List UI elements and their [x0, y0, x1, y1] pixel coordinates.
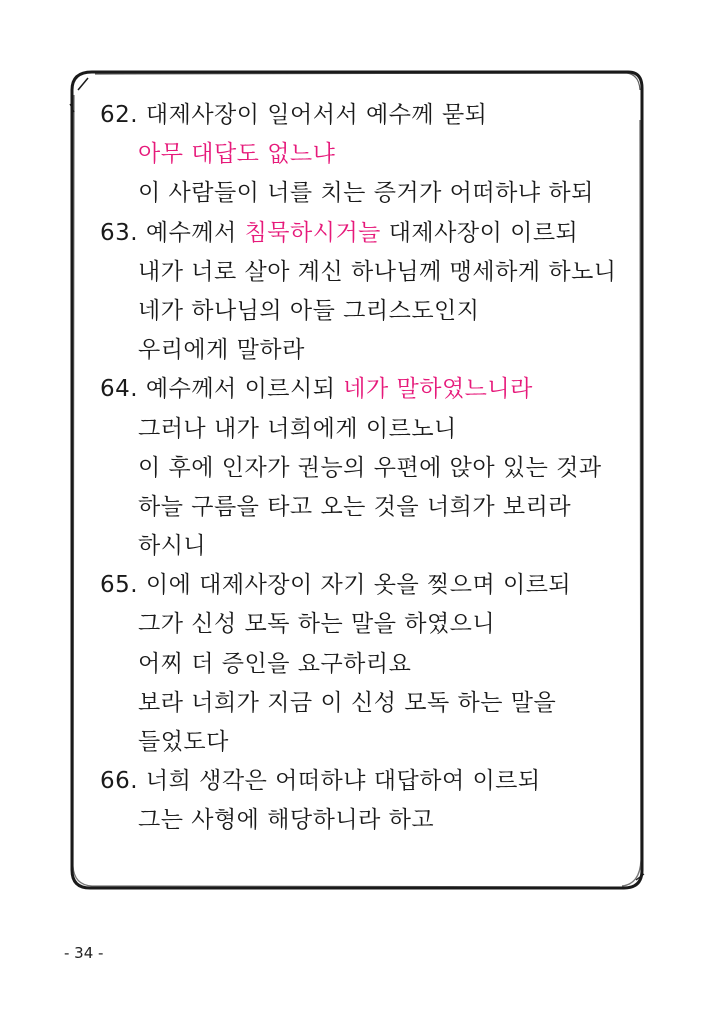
verse-start-line	[100, 96, 640, 135]
verse-text: 이 사람들이 너를 치는 증거가 어떠하냐 하되	[138, 180, 594, 207]
verse-text: 그러나 내가 너희에게 이르노니	[138, 415, 457, 442]
verse-text: 우리에게 말하라	[138, 337, 305, 364]
verse-start-line	[100, 370, 640, 409]
page-number: - 34 -	[64, 944, 104, 962]
verse-continuation-line	[100, 174, 640, 213]
verse-continuation-line	[100, 253, 640, 292]
verse-continuation-line	[100, 410, 640, 449]
verse-text: 보라 너희가 지금 이 신성 모독 하는 말을	[138, 689, 557, 716]
verse-text: 63. 예수께서	[100, 219, 245, 246]
verse-continuation-line	[100, 645, 640, 684]
verse-continuation-line	[100, 488, 640, 527]
verse-continuation-line	[100, 449, 640, 488]
verse-continuation-line	[100, 723, 640, 762]
verse-text: 어찌 더 증인을 요구하리요	[138, 650, 412, 677]
verse-text: 들었도다	[138, 729, 229, 755]
verse-text: 그는 사형에 해당하니라 하고	[138, 807, 435, 834]
verse-continuation-line	[100, 684, 640, 723]
verse-start-line	[100, 762, 640, 801]
verse-continuation-line	[100, 527, 640, 566]
verse-continuation-line	[100, 801, 640, 840]
verse-list	[100, 96, 640, 841]
verse-text: 그가 신성 모독 하는 말을 하였으니	[138, 611, 496, 638]
verse-start-line	[100, 214, 640, 253]
verse-text: 62. 대제사장이 일어서서 예수께 묻되	[100, 102, 488, 128]
verse-text: 66. 너희 생각은 어떠하냐 대답하여 이르되	[100, 768, 541, 795]
verse-text: 내가 너로 살아 계신 하나님께 맹세하게 하노니	[138, 258, 617, 285]
verse-text: 대제사장이 이르되	[380, 219, 579, 246]
verse-text: 이 후에 인자가 권능의 우편에 앉아 있는 것과	[138, 454, 602, 481]
verse-text: 65. 이에 대제사장이 자기 옷을 찢으며 이르되	[100, 572, 572, 599]
verse-continuation-line	[100, 135, 640, 174]
verse-text: 네가 하나님의 아들 그리스도인지	[138, 297, 480, 324]
highlighted-text: 아무 대답도 없느냐	[138, 141, 336, 168]
verse-start-line	[100, 566, 640, 605]
verse-continuation-line	[100, 605, 640, 644]
verse-continuation-line	[100, 331, 640, 370]
verse-text: 하시니	[138, 533, 207, 560]
highlighted-text: 네가 말하였느니라	[343, 376, 533, 403]
highlighted-text: 침묵하시거늘	[244, 219, 381, 246]
verse-text: 64. 예수께서 이르시되	[100, 376, 344, 403]
verse-continuation-line	[100, 292, 640, 331]
verse-text: 하늘 구름을 타고 오는 것을 너희가 보리라	[138, 493, 572, 520]
